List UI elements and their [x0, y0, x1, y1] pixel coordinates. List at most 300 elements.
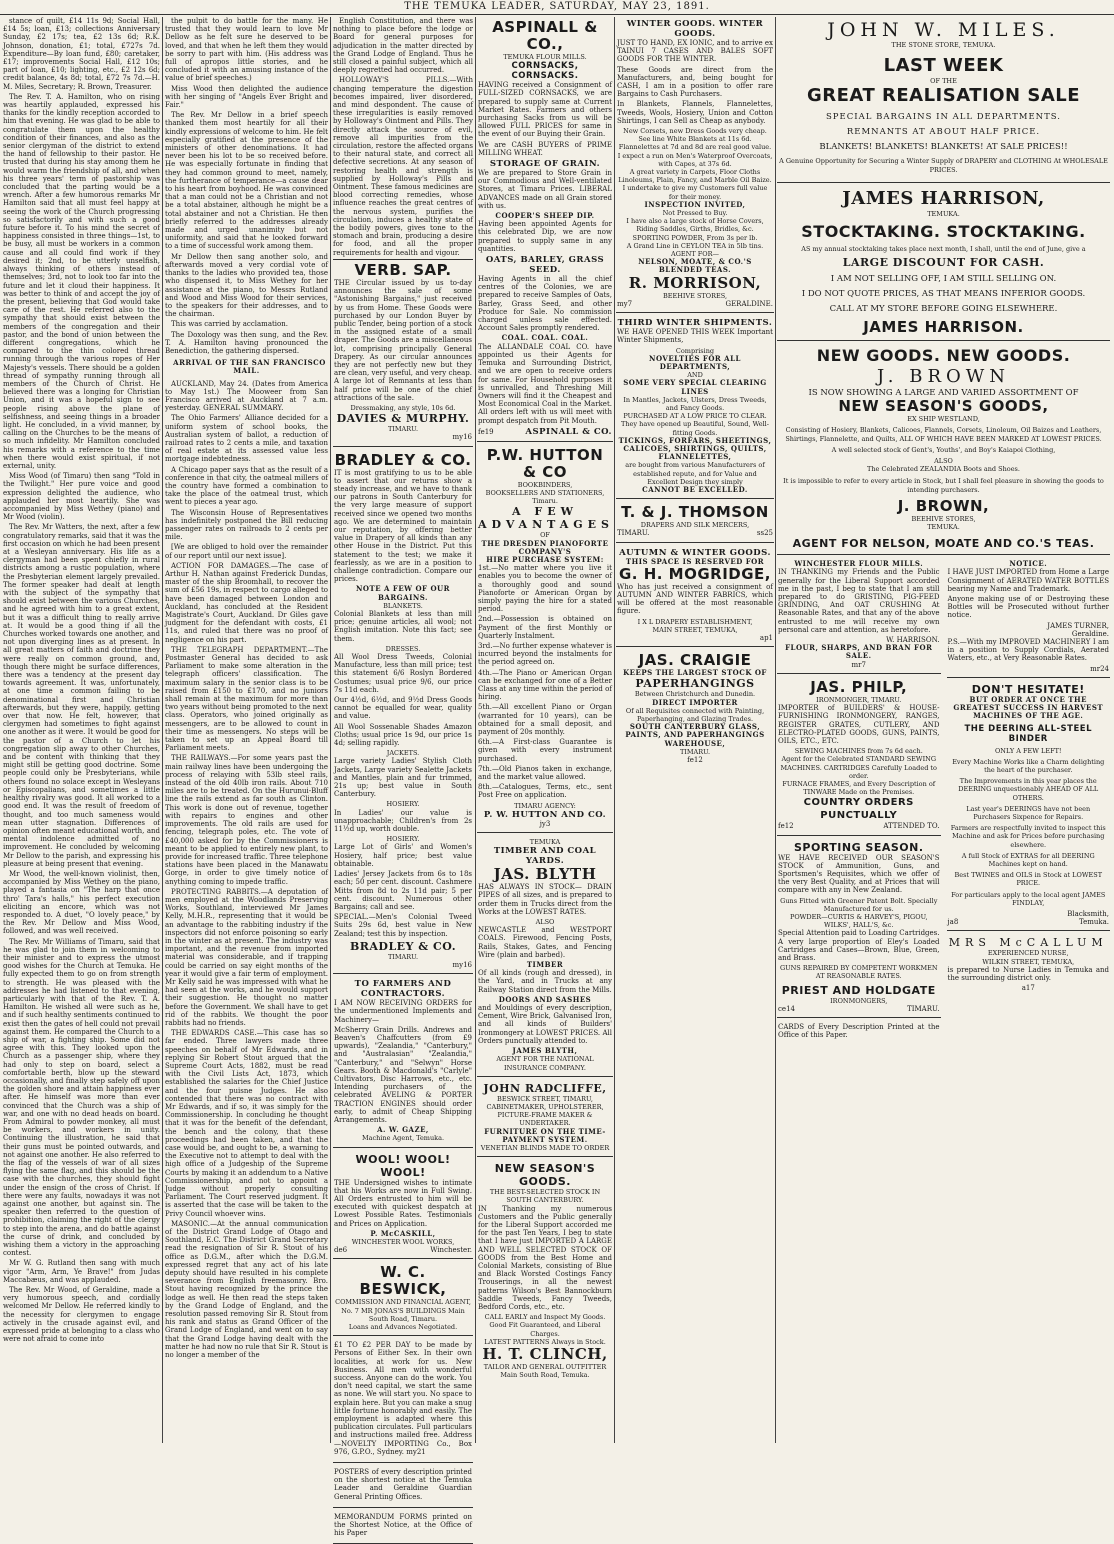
ad-line: Between Christchurch and Dunedin. — [634, 690, 756, 699]
ad-line: Every Machine Works like a Charm delighting the heart of the purchaser. — [952, 757, 1105, 774]
ad-sub: TEMUKA FLOUR MILLS. — [503, 53, 587, 61]
ad-item: 3rd.—No further expense whatever is incurred beyond the instalments for the period agreed on. — [478, 641, 612, 667]
ad-body: THIS SPACE IS RESERVED FOR — [625, 556, 765, 566]
ad-body: HAVING received a Consignment of FULL-SIZED CORNSACKS, we are prepared to supply same at Current Market Rates. Farmers and others purchasing Sacks from us will be allowed FULL PRICES for same in the event of our Buying their Grain. — [478, 81, 612, 139]
ad-title: W. C. BESWICK, — [359, 1263, 447, 1299]
ad-craigie — [616, 650, 774, 768]
article-paragraph: [We are obliged to hold over the remainder of our report until our next issue]. — [165, 543, 328, 560]
ad-place: Winchester. — [430, 1246, 472, 1255]
ad-body: IN Thanking my numerous Customers and the Public generally for the Liberal Support accorded me for the past Ten Years, I beg to state that I have just IMPORTED A LARGE AND WELL SELECTED STOCK OF GOODS from the Best Home and Colonial Markets, consisting of Blue and Black Worsted Costings Fancy Trouserings, in all the newest patterns Wilson's Best Bannockburn Saddle Tweeds, Fancy Tweeds, Bedford Cords, etc., etc. — [478, 1204, 612, 1311]
article-paragraph: Mr Wood, the well-known violinist, then, accompanied by Miss Wethey on the piano, played a fantasia on "The harp that once thro' Tara's halls," his perfect execution eliciting an encore, which was not responded to. A duet, "O lovely peace," by the Rev. Mr Dellow and Miss Wood, followed, and was well received. — [3, 869, 160, 936]
ad-footer — [778, 1005, 940, 1013]
masthead — [0, 0, 1114, 15]
ad-signature: W. HARRISON. — [886, 636, 940, 645]
ad-item: Flannelettes at 7d and 8d are real good value. — [618, 143, 772, 152]
ad-title: THIRD WINTER SHIPMENTS. — [617, 318, 773, 329]
ad-sub: EXPERIENCED NURSE, — [987, 949, 1069, 958]
ad-item: See line White Blankets at 11s 6d. — [638, 135, 752, 144]
ad-footer — [478, 427, 612, 437]
column-rule — [614, 17, 615, 1443]
ad-agent: AGENT FOR NELSON, MOATE AND CO.'S TEAS. — [792, 537, 1095, 551]
ad-third-winter — [616, 316, 774, 499]
ad-sub: IRONMONGER, TIMARU. — [816, 695, 902, 704]
ad-thomson — [616, 502, 774, 542]
ad-item: All Wool Sossenable Shades Amazon Cloths; usual price 1s 9d, our price 1s 4d; selling rapidly. — [334, 722, 472, 748]
ad-heading: DOORS AND SASHES — [498, 994, 592, 1004]
ad-heading-2: ATTENDED TO. — [883, 822, 940, 831]
ad-code: fe12 — [687, 756, 703, 765]
ad-place: TEMUKA. — [927, 523, 960, 532]
ad-heading: LAST WEEK — [883, 55, 1004, 77]
bottom-two-columns — [777, 558, 1110, 1048]
ad-signature: BRADLEY & CO. — [349, 939, 457, 953]
ad-line: CABINETMAKER, UPHOLSTERER, PICTURE-FRAME MAKER & UNDERTAKER. — [486, 1102, 604, 1128]
ad-line: Dressmaking, any style, 10s 6d. — [350, 403, 456, 412]
ad-farmers — [333, 977, 473, 1147]
ad-body: HAS ALWAYS IN STOCK— DRAIN PIPES of all sizes, and is prepared to order them in Trucks direct from the Works at the LOWEST RATES. — [478, 883, 612, 916]
ad-miles — [777, 17, 1110, 183]
ad-signature: J. BROWN, — [897, 496, 990, 515]
ad-footer — [617, 300, 773, 308]
ad-agency: TIMARU AGENCY: — [514, 801, 576, 810]
ad-place: Timaru. — [532, 497, 558, 506]
ad-line: I DO NOT QUOTE PRICES, AS THAT MEANS INFERIOR GOODS. — [801, 289, 1086, 300]
ad-code: fe19 — [478, 427, 494, 436]
ad-line: For particulars apply to the local agent JAMES FINDLAY, — [951, 890, 1106, 907]
article-paragraph: THE RAILWAYS.—For some years past the main railway lines have been undergoing the process of relaying with 53lb steel rails, instead of the old 40lb iron rails. About 710 miles are to be treated. On the Hurunui-Bluff line the rails extend as far south as Clinton. This work is done out of revenue, together with repairs to engines and other improvements. The old rails are used for fencing, telegraph poles, etc. The vote of £40,000 asked for by the Commissioners is meant to be applied to entirely new plant, to provide for increased traffic. Three telephone stations have been placed in the Manawatu Gorge, in order to give timely notice of anything coming to impede traffic. — [165, 754, 328, 886]
ad-heading: COAL. COAL. COAL. — [501, 333, 589, 343]
ad-body: Who has just received a consignment of AUTUMN AND WINTER FABRICS, which will be offered at the most reasonable figure. — [617, 582, 773, 616]
ad-title: VERB. SAP. — [354, 260, 452, 279]
article-paragraph: A Chicago paper says that as the result of a conference in that city, the oatmeal millers of the country have formed a combination to take the place of the oatmeal trust, which went to pieces a year ago. — [165, 465, 328, 507]
ad-heading: TIMBER — [526, 960, 564, 970]
ad-footer — [778, 822, 940, 830]
article-paragraph: The Doxology was then sung, and the Rev. T. A. Hamilton having pronounced the Benediction, the gathering dispersed. — [165, 330, 328, 355]
ad-code: a17 — [1021, 984, 1035, 993]
column-5 — [616, 17, 774, 1443]
ad-signature: P. W. HUTTON AND CO. — [483, 809, 607, 820]
ad-footer — [948, 918, 1110, 926]
ad-title: JOHN W. MILES. — [827, 19, 1060, 41]
ad-item: Colonial Blankets at less than mill price; genuine articles, all wool; not English imitation. Note this fact; see them. — [334, 610, 472, 643]
ad-place: TIMARU. — [387, 952, 419, 961]
ad-body: CARDS of Every Description Printed at the Office of this Paper. — [778, 1022, 940, 1040]
ad-item: JACKETS. — [386, 749, 420, 758]
ad-body: £1 TO £2 PER DAY to be made by Persons of Either Sex. In their own localities, at work for us. New Business. All men with wonderful success. Anyone can do the work. You don't need capital, we start the same as none. We will start you. No space to explain here. But you can make a snug little fortune honorably and easily. The employment is adapted where this publication circulates. Full particulars and instructions mailed free. Address—NOVELTY IMPORTING Co., Box 976, G.P.O., Sydney. my21 — [334, 1341, 472, 1456]
ad-line: No. 7 MR JONAS'S BUILDINGS Main South Road, Timaru. — [341, 1306, 465, 1323]
ad-item: 2nd.—Possession is obtained on Payment of the first Monthly or Quarterly Instalment. — [478, 615, 612, 640]
ad-line: THE BEST-SELECTED STOCK IN SOUTH CANTERBURY. — [489, 1188, 601, 1205]
ad-big: NEW SEASON'S GOODS, — [838, 397, 1049, 416]
ad-code: mr24 — [1090, 664, 1109, 673]
masthead-title: THE TEMUKA LEADER, SATURDAY, MAY 23, 1891. — [404, 1, 710, 12]
ad-line: TICKINGS, FORFARS, SHEETINGS, CALICOES, SHIRTINGS, QUILTS, FLANNELETTES, — [618, 435, 772, 462]
ad-signature: R. MORRISON, — [628, 273, 762, 292]
ad-item: SPECIAL.—Men's Colonial Tweed Suits 29s 6d, best value in New Zealand; test this by inspection. — [334, 913, 472, 938]
ad-line: Last year's DEERINGS have not been Purchasers Sixpence for Repairs. — [966, 804, 1091, 821]
ad-mccallum — [947, 934, 1111, 996]
ad-body: I AM NOW RECEIVING ORDERS for the undermentioned Implements and Machinery— — [334, 999, 472, 1024]
ad-body: WE HAVE OPENED THIS WEEK Important Winter Shipments, — [617, 328, 773, 345]
ad-code: ss25 — [756, 529, 773, 538]
ad-code: jy3 — [539, 819, 551, 828]
ad-line: CANNOT BE EXCELLED. — [642, 484, 748, 494]
ad-line: BOOKSELLERS AND STATIONERS, — [485, 488, 605, 497]
ad-line: ONLY A FEW LEFT! — [994, 746, 1062, 755]
ad-item: 4th.—The Piano or American Organ can be exchanged for one of a Better Class at any time within the period of hiring. — [478, 668, 612, 702]
ad-body: NEWCASTLE and WESTPORT COALS. Firewood, Fencing Posts, Rails, Stakes, Gates, and Fencing Wire (plain and barbed). — [478, 926, 612, 959]
ad-title: JOHN RADCLIFFE, — [483, 1081, 607, 1095]
ad-sub: BEEHIVE STORES, — [662, 291, 728, 300]
article-paragraph: The Rev. Mr Williams of Timaru, said that he was glad to join them in welcoming to their minister and to express the utmost good wishes for the Church at Temuka. He fully expected them to go on from strength to strength. He was pleased with the addresses he had listened to that evening, particularly with that of the Rev. T. A. Hamilton. He wished all were such as he, and if such healthy sentiments continued to exist then the gates of hell could not prevail against them. He compared the Church to a ship of war, a fighting ship. Some did not agree with this. They looked upon the Church as a passenger ship, where they had only to step on board, select a comfortable berth, blow up the steward occasionally, and finally step safely off upon the golden shore and attain happiness ever after. He himself was more than ever convinced that the Church was a ship of war, and one with no dead heads on board. From Admiral to powder monkey, all must be workers, and workers in unity. Continuing the illustration, he said that their guns must be pointed outwards, and not against one another. He also referred to the flag of the vessels of war of all sizes flying the same flag, and this should be the case with the churches, they should fight under the ensign of the cross of Christ. If there were any faults, nowadays it was not against one another, but against sin. The speaker then referred to the question of prohibition, claiming the right of the clergy to step into the arena, and do battle against the curse of drink, and concluded by wishing them a victory in the approaching contest. — [3, 937, 160, 1258]
ad-memo — [333, 1511, 473, 1544]
ad-sub: WINCHESTER WOOL WORKS, — [351, 1238, 455, 1246]
ad-signature: ASPINALL & CO. — [525, 426, 612, 437]
ad-item: BLANKETS. — [383, 601, 423, 610]
column-rule — [330, 17, 331, 1443]
article-paragraph: The Wisconsin House of Representatives has indefinitely postponed the Bill reducing passenger rates on railroads to 2 cents per mile. — [165, 508, 328, 542]
article-paragraph: stance of quilt, £14 11s 9d; Social Hall, £14 5s; loan, £13; collections Anniversary Sunday, £2 17s; tea, £2 13s 6d; R.K. Johnson, donation, £1; total, £727s 7d. Expenditure—By loan fund, £80; caretaker, £17; improvements Social Hall, £12 10s; part of loan, £10; lighting, etc., £2 12s 6d; credit balance, 4s 8d; total, £72 7s 7d.—H. M. Miles, Secretary; R. Brown, Treasurer. — [3, 17, 160, 91]
article-paragraph: The Ohio Farmers' Alliance decided for a uniform system of school books, the Australian system of ballot, a reduction of railroad rates to 2 cents a mile, and taxation of real estate at its assessed value less mortgage indebtedness. — [165, 414, 328, 464]
ad-code: de6 — [334, 1246, 348, 1255]
ad-signature: JAMES BLYTH, — [512, 1046, 578, 1056]
ad-item: New Corsets, new Dress Goods very cheap. — [623, 127, 767, 136]
ad-also: ALSO — [535, 918, 555, 927]
ad-sub: TAILOR AND GENERAL OUTFITTER — [483, 1362, 607, 1371]
ad-line: These Goods are direct from the Manufacturers, and, being bought for CASH, I am in a position to offer rare Bargains to Cash Purchasers. — [617, 65, 773, 99]
ad-line: Guns Fitted with Greener Patent Bolt. Specially Manufactured for us. — [780, 896, 938, 913]
ad-item: Large variety Ladies' Stylish Cloth Jackets, Large variety Sealette Jackets and Mantles, plain and fur trimmed, 21s up; best value in South Canterbury. — [334, 757, 472, 799]
ad-title: WINCHESTER FLOUR MILLS. — [794, 559, 924, 569]
ad-item: A Grand Line in CEYLON TEA in 5lb tins. — [626, 241, 764, 250]
ad-place: Main South Road, Temuka. — [500, 1371, 590, 1380]
ad-company: THE DRESDEN PIANOFORTE COMPANY'S — [481, 538, 609, 556]
ad-posters — [333, 1466, 473, 1508]
ad-title: JAMES HARRISON, — [842, 187, 1045, 209]
ad-of: OF THE — [930, 77, 957, 86]
ad-body: The ALLANDALE COAL CO. have appointed us their Agents for Temuka and Surrounding District, and we are open to receive orders for same. For Household purposes it is unrivalled, and Threshing Mill Owners will find it the Cheapest and Most Economical Coal in the Market. All orders left with us will meet with prompt despatch from Pit Mouth. — [478, 342, 612, 425]
ad-signature: Blacksmith, — [1067, 909, 1109, 918]
ad-title: WINTER GOODS. WINTER GOODS. — [626, 19, 764, 39]
ad-title: ASPINALL & CO., — [492, 18, 598, 53]
ad-body: POSTERS of every description printed on the shortest notice at the Temuka Leader and Geraldine Guardian General Printing Offices. — [334, 1468, 472, 1501]
ad-item: 7th.—Old Pianos taken in exchange, and the market value allowed. — [478, 764, 612, 782]
ad-title: J. BROWN — [876, 366, 1011, 388]
article-paragraph: ACTION FOR DAMAGES.—The case of Arthur H. Nathan against Frederick Dundas, master of the ship Broomhall, to recover the sum of £56 19s, in respect to cargo alleged to have been damaged between London and Auckland, has concluded at the Resident Magistrate's Court, Auckland. Dr Giles gave judgment for the defendant with costs, £1 11s, and ruled that there was no proof of negligence on his part. — [165, 561, 328, 644]
ad-top: TEMUKA — [529, 838, 561, 847]
ad-title: NEW SEASON'S GOODS. — [494, 1162, 596, 1189]
ad-line: In Mantles, Jackets, Ulsters, Dress Tweeds, and Fancy Goods. — [623, 395, 767, 412]
ad-body: WE HAVE RECEIVED OUR SEASON'S STOCK of Ammunition, Guns, and Sportsmen's Requisites, which we offer of the very Best Quality, and at Prices that will compare with any in New Zealand. — [778, 853, 940, 895]
ad-line: SOME VERY SPECIAL CLEARING LINES — [623, 378, 767, 396]
ad-item: 1st.—No matter where you live it enables you to become the owner of a thoroughly good and sound Pianoforte or American Organ by simply paying the hire for a stated period. — [478, 564, 612, 614]
ad-harrison — [777, 186, 1110, 341]
ad-item: I have also a large stock of Horse Covers, Riding Saddles, Girths, Bridles, &c. — [626, 217, 764, 234]
ad-line: SPECIAL BARGAINS IN ALL DEPARTMENTS. — [825, 112, 1061, 123]
ad-line: We are CASH BUYERS of PRIME MILLING WHEAT. — [478, 140, 612, 157]
ad-item: HOSIERY. — [386, 800, 420, 809]
ad-code: my16 — [452, 960, 472, 969]
ad-body: We are prepared to Store Grain in our Commodious and Well-ventilated Stores, at Timaru Prices. LIBERAL ADVANCES made on all Grain stored with us. — [478, 169, 612, 210]
ad-item: In Blankets, Flannels, Flannelettes, Tweeds, Wools, Hosiery, Union and Cotton Shirtings, I can Sell as Cheap as anybody. — [617, 100, 773, 125]
ad-line: GUNS REPAIRED BY COMPETENT WORKMEN AT REASONABLE RATES. — [779, 964, 938, 981]
ad-body: Of all kinds (rough and dressed), in the Yard, and in Trucks at any Railway Station direct from the Mills. — [478, 969, 612, 994]
ad-line: It is impossible to refer to every article in Stock, but I shall feel pleasure in showing the goods to intending purchasers. — [783, 477, 1104, 494]
article-paragraph: The Rev. Mr Dellow in a brief speech thanked them most heartily for all their kindly expressions of welcome to him. He felt especially gratified at the presence of the ministers of other denominations. It had never been his lot to be so received before. He was especially fortunate in finding that they had common ground to meet, namely, the furtherance of temperance—a cause dear to his heart from boyhood. He was convinced that a man could not be a Christian and not be a total abstainer, although he might be a total abstainer and not a Christian. He then briefly referred to the addresses already made and urged unanimity but not uniformity, and said that he looked forward to a time of successful work among them. — [165, 111, 328, 251]
ad-line: BLANKETS! BLANKETS! BLANKETS! AT SALE PRICES!! — [819, 142, 1068, 153]
ad-radcliffe — [477, 1080, 613, 1157]
column-6 — [777, 17, 1110, 1443]
ad-line: I AM NOT SELLING OFF, I AM STILL SELLING ON. — [830, 274, 1057, 285]
ad-signature: DAVIES & MURPHY. — [336, 412, 470, 426]
ad-line: FLOUR, SHARPS, AND BRAN FOR SALE. — [785, 643, 933, 661]
ad-line: REMNANTS AT ABOUT HALF PRICE. — [846, 127, 1041, 138]
ad-code: my16 — [452, 433, 472, 442]
ad-body: MEMORANDUM FORMS printed on the Shortest Notice, at the Office of his Paper — [334, 1512, 472, 1538]
ad-autumn — [616, 546, 774, 648]
ad-code: ap1 — [759, 633, 773, 642]
ad-place: Temuka. — [1078, 918, 1109, 927]
ad-title: TIMBER AND COAL YARDS. — [493, 846, 597, 867]
ad-body: FURNITURE ON THE TIME-PAYMENT SYSTEM. — [484, 1126, 606, 1144]
ad-heading: GREAT REALISATION SALE — [806, 85, 1081, 107]
ad-notice — [947, 558, 1111, 678]
ad-agent: AGENT FOR— — [671, 250, 719, 259]
ad-big: THE DEERING ALL-STEEL BINDER — [964, 723, 1092, 744]
column-rule — [475, 17, 476, 1443]
ad-line: Of all Requisites connected with Painting, Paperhanging, and Glazing Trades. — [625, 706, 765, 723]
article-paragraph: AUCKLAND, May 24. (Dates from America to May 1st.) The Mooweer from San Francisco arrived at Auckland at 7 a.m. yesterday. GENERAL SUMMARY. — [165, 379, 328, 413]
ad-item: HOSIERY. — [386, 835, 420, 844]
ad-sub: DRAPERS AND SILK MERCERS, — [640, 521, 750, 530]
ad-footer — [617, 529, 773, 537]
ad-place: Geraldine. — [1071, 629, 1109, 638]
ad-sub: BEEHIVE STORES, — [911, 514, 976, 523]
column-3 — [333, 17, 473, 1538]
ad-item: SPORTING POWDER, From 3s per lb. — [632, 233, 758, 242]
ad-title: JAS. CRAIGIE — [638, 651, 752, 670]
ad-place: TIMARU. — [387, 425, 419, 434]
ad-ship: EX SHIP WESTLAND, — [907, 415, 980, 424]
ad-heading: STOCKTAKING. STOCKTAKING. — [801, 222, 1086, 242]
ad-winchester — [777, 558, 941, 674]
ad-body: Having been appointed Agents for this celebrated Dip, we are now prepared to supply same in any quantities. — [478, 220, 612, 253]
column-4 — [477, 17, 613, 1443]
ad-line: VENETIAN BLINDS MADE TO ORDER — [480, 1143, 610, 1152]
ad-hutton — [477, 445, 613, 833]
ad-winter-goods — [616, 17, 774, 313]
ad-body: IT is most gratifying to us to be able to assert that our returns show a steady increase, and we have to thank our patrons in South Canterbury for the very large measure of support received since we opened two months ago. We are determined to maintain our reputation, by offering better value in Drapery of all kinds than any other House in the District. Put this statement to the test; we make it fearlessly, as we are in a position to challenge contradiction. Compare our prices. — [334, 468, 472, 584]
ad-body: IN THANKING my Friends and the Public generally for the Liberal Support accorded me in the past, I beg to state that I am still prepared to do GRISTING, PIG-FEED GRINDING, And OAT CRUSHING At Reasonable Rates, and that any of the above entrusted to me will receive my own personal care and attention, as heretofore. — [778, 568, 940, 634]
ad-place: GERALDINE. — [725, 299, 773, 308]
ad-per-day — [333, 1339, 473, 1463]
ad-item: I undertake to give my Customers full value for their money. — [622, 184, 768, 201]
ad-deering — [947, 681, 1111, 931]
ad-line: Comprising — [675, 346, 715, 355]
article-paragraph: Mr W. G. Rutland then sang with much vigor "Arm, Arm, Ye Brave!" from Judas Maccabæus, and was applauded. — [3, 1259, 160, 1284]
ad-place: TIMARU. — [617, 529, 650, 538]
ad-line: PURCHASED AT A LOW PRICE TO CLEAR. — [623, 412, 767, 421]
ad-sub: THE STONE STORE, TEMUKA. — [891, 41, 996, 49]
ad-place: TIMARU. — [679, 747, 711, 756]
ad-line: AND — [687, 371, 703, 380]
ad-line: SEWING MACHINES from 7s 6d each. — [794, 747, 923, 756]
ad-footer — [334, 1246, 472, 1254]
article-paragraph: This was carried by acclamation. — [171, 320, 288, 329]
ad-sub: Machine Agent, Temuka. — [361, 1134, 445, 1143]
ad-body: I HAVE JUST IMPORTED from Home a Large Consignment of AERATED WATER BOTTLES bearing my Name and Trademark. — [947, 568, 1109, 593]
ad-line: BOOKBINDERS, — [517, 480, 573, 489]
ad-title: T. & J. THOMSON — [621, 503, 769, 522]
ad-signature: A. W. GAZE, — [377, 1125, 429, 1135]
ad-wool — [333, 1151, 473, 1260]
ad-agent-line: NELSON, MOATE, & CO.'S BLENDED TEAS. — [638, 257, 752, 275]
ad-body: KEEPS THE LARGEST STOCK OF — [623, 668, 767, 678]
ad-item: 8th.—Catalogues, Terms, etc., sent Post Free on application. — [478, 783, 612, 800]
ad-body: THE Undersigned wishes to intimate that his Works are now in Full Swing. All Orders entrusted to him will be executed with quickest despatch at Lowest Possible Rates. Testimonials and Prices on Application. — [334, 1178, 472, 1228]
ad-heading: STORAGE OF GRAIN. — [489, 159, 601, 170]
ad-bradley — [333, 450, 473, 975]
ad-line: SOUTH CANTERBURY GLASS, PAINTS, AND PAPERHANGINGS WAREHOUSE, — [625, 722, 765, 748]
article-paragraph: HOLLOWAY'S PILLS.—With changing temperature the digestion becomes impaired, liver disordered, and mind despondent. The cause of these irregularities is easily removed by Holloway's Ointment and Pills. They directly attack the source of evil, remove all impurities from the circulation, restore the affected organs to their natural state, and correct all defective secretions. At any season of restoring health and strength is supplied by Holloway's Pills and Ointment. These famous medicines are blood correcting remedies, whose influence reaches the great centres of the nervous system, purifies the circulation, induces a healthy state of the bodily powers, gives tone to the stomach and brain, producing a desire for food, and all the proper requirements for health and vigour. — [333, 76, 473, 257]
column-1-article — [3, 17, 160, 1443]
article-paragraph: The Rev. T. A. Hamilton, who on rising was heartily applauded, expressed his thanks for the kindly reception accorded to him that evening. He was glad to be able to congratulate them upon the healthy condition of their finances, and also as the senior clergyman of the district to extend the hand of fellowship to their pastor. He trusted that during his stay among them he would warm the friendship of all, and when his three years' term of pastorship was concluded that the parting would be a wrench. After a few humorous remarks Mr Hamilton said that all must feel happy at seeing the work of the Church progressing so satisfactorily and with such a good future before it. To his mind the secret of happiness consisted in three things—1st, to be busy, all must be workers in a common cause and all could find work if they desired it; 2nd, to be utterly unselfish, always thinking of others instead of themselves; 3rd, not to look too far into the future and let it cloud their happiness. It was better to think of and accept the joy of the present, believing that God would take care of the rest. He referred also to the sympathy that should exist between the members of the congregation and their pastor, and the bond of union between the different congregations, which he compared to the thin colored thread running through the various ropes of Her Majesty's vessels. There should be a golden thread of sympathy running through all members of the Church of Christ. He believed there was a longing for Christian Union, and it was a hopeful sign to see people rising above the plane of selfishness, and seeing things in a broader light. He concluded, in a vivid manner, by calling on the Churches to be the means of so much infidelity. Mr Hamilton concluded his remarks with a reference to the time when there would exist spiritual, if not external, unity. — [3, 92, 160, 470]
ad-line: are bought from various Manufacturers of established repute, and for Value and Excellent Design they simply — [625, 461, 765, 486]
ad-item: 5th.—All excellent Piano or Organ (warranted for 10 years), can be obtained for a small deposit, and payment of 20s monthly. — [478, 703, 612, 736]
ad-sub: AGENT FOR THE NATIONAL INSURANCE COMPANY. — [496, 1055, 594, 1072]
ad-heading: NOTE A FEW OF OUR BARGAINS. — [356, 584, 450, 602]
ad-beswick — [333, 1262, 473, 1336]
ad-place: MAIN STREET, TEMUKA, — [652, 625, 738, 634]
ad-title: JAS. PHILP, — [810, 677, 908, 696]
ad-items: McSherry Grain Drills. Andrews and Beaven's Chaffcutters (from £9 upwards), "Zealandia," "Canterbury," and "Australasian" "Zealandia," "Canterbury," and "Selwyn" Horse Gears. Booth & Macdonald's "Carlyle" Cultivators, Disc Harrows, etc., etc. Intending purchasers of the celebrated AVELING & PORTER TRACTION ENGINES should order early, to admit of Cheap Shipping Arrangements. — [334, 1025, 472, 1124]
ad-place: TIMARU. — [907, 1004, 940, 1013]
ad-body: IMPORTER of BUILDERS' & HOUSE-FURNISHING IRONMONGERY, RANGES, REGISTER GRATES, CUTLERY, AND ELECTRO-PLATED GOODS, GUNS, PAINTS, OILS, ETC., ETC. — [778, 704, 940, 745]
ad-line: FURNACE FRAMES, and Every Description of TINWARE Made on the Premises. — [782, 779, 936, 797]
article-paragraph: THE EDWARDS CASE.—This case has so far ended. Three lawyers made three speeches on behalf of Mr Edwards, and in replying Sir Robert Stout argued that the Supreme Court Acts, 1882, must be read with the Civil Lists Act, 1873, which established the salaries for the Chief Justice and the four puisne Judges. He also contended that there was no contract with Mr Edwards, and if so, it was simply for the Commissionership. In concluding he thought that it was for the benefit of the defendant, the bench and the colony, that these proceedings had been taken, and that the case would be, and ought to be, a warning to the Executive not to attempt to deal with the high office of a Judgeship of the Supreme Courts by making it an addendum to a Native Commissionership, and not to appoint a Judge without properly consulting Parliament. The Court reserved judgment. It is asserted that the case will be taken to the Privy Council whoever wins. — [165, 1029, 328, 1218]
ad-philp — [777, 677, 941, 836]
ad-item: DRESSES. — [385, 644, 421, 653]
ad-body: BUT ORDER AT ONCE THE GREATEST SUCCESS IN HARVEST MACHINES OF THE AGE. — [953, 694, 1104, 721]
article-paragraph: The Rev. Mr Watters, the next, after a few congratulatory remarks, said that it was the first occasion on which he had been present at a Wesleyan anniversary. His life as a clergyman had been spent chiefly in rural districts among a rustic population, where the Presbyterian element largely prevailed. The former speaker had dealt at length with the subject of the sympathy that should exist between the various Churches, and he agreed with him to a great extent, but it was a difficult thing to really arrive at. It would be a good thing if all the Churches worked towards one another, and not upon diverging lines as at present. In all great matters of faith and doctrine they were really on common ground, and, though there might be surface differences, there was a tendency at the present day towards agreement. It was, unfortunately, at one time a common failing to be denominational first and Christian afterwards, but they were, happily, getting over that now. He felt, however, that clergymen had sometimes to fight against one another as it were. It would be good for the pastor of a Church to let his congregation slip away to other Churches, and be content with thinking that they might still be getting good doctrine. Some people could only be Presbyterians, while others found no solace except in Wesleyans or Episcopalians, and sometimes a little healthy rivalry was good. It all worked to a good end. It was the result of freedom of thought, and too much sameness would mean utter stagnation. Differences of opinion often meant educational worth, and mental indolence admitted of no improvement. He concluded by welcoming Mr Dellow to the parish, and expressing his pleasure at being present that evening. — [3, 523, 160, 868]
article-paragraph: Miss Wood (of Timaru) then sang "Told in the Twilight." Her pure voice and good expression delighted the audience, who applauded her most heartily. She was accompanied by Miss Wethey (piano) and Mr Wood (violin). — [3, 472, 160, 522]
ad-aspinall — [477, 17, 613, 442]
ad-line: Anyone making use of or Destroying these Bottles will be Prosecuted without further notice. — [947, 595, 1109, 620]
ad-line: The Improvements in this year places the DEERING unquestionably AHEAD OF ALL OTHERS. — [958, 777, 1099, 802]
ad-line: Consisting of Hosiery, Blankets, Calicoes, Flannels, Corsets, Linoleum, Oil Baizes and Leathers, Shirtings, Flannelette, and Quilts, ALL OF WHICH HAVE BEEN MARKED AT LOWEST PRICES. — [785, 426, 1102, 443]
ad-line: LATEST PATTERNS Always in Stock. — [484, 1337, 606, 1346]
ad-line: They have opened up Beautiful, Sound, Well-fitting Goods. — [621, 420, 769, 437]
ad-signature: JAMES HARRISON. — [863, 318, 1024, 337]
ad-item: 6th.—A First-class Guarantee is given with every instrument purchased. — [478, 738, 612, 763]
ad-signature: H. T. CLINCH, — [482, 1344, 608, 1363]
column-2-article — [165, 17, 328, 1443]
ad-sub: IRONMONGERS, — [830, 996, 888, 1005]
ad-body: THE Circular issued by us to-day announces the sale of some "Astonishing Bargains," just received by us from Home. These Goods were purchased by our London Buyer by public Tender, being portion of a stock in the assigned estate of a small draper. The Goods are a miscellaneous lot, comprising principally General Drapery. As our circular announces they are not perfectly new but they are clean, very useful, and very cheap. A large lot of Remnants at less than half price will be one of the chief attractions of the sale. — [334, 278, 472, 402]
ad-verb-sap — [333, 259, 473, 447]
ad-item: In Ladies' our value is unapproachable; Children's from 2s 11½d up, worth double. — [334, 808, 472, 834]
ad-line: A well selected stock of Gent's, Youths', and Boy's Kaiapoi Clothing, — [831, 445, 1056, 454]
article-paragraph: The Rev. Mr Wood, of Geraldine, made a very humorous speech, and cordially welcomed Mr Dellow. He referred kindly to the necessity for clergymen to engage actively in the crusade against evil, and expressed pride at belonging to a class who were not afraid to come into — [3, 1286, 160, 1344]
ad-title: P.W. HUTTON & CO — [486, 445, 604, 481]
ad-body: is prepared to Nurse Ladies in Temuka and the surrounding district only. — [947, 965, 1109, 982]
ad-line: CALL EARLY and Inspect My Goods. — [484, 1313, 606, 1322]
ad-heading: COOPER'S SHEEP DIP. — [495, 211, 595, 221]
article-paragraph: THE TELEGRAPH DEPARTMENT.—The Postmaster General has decided to ask Parliament to make some alteration in the telegraph officers' classification. The maximum salary in the senior class is to be raised from £150 to £170, and no juniors shall remain at the maximum for more than two years without being promoted to the next class. Operators, who joined originally as messengers, are to be allowed to count in their time as messengers. No steps will be taken to set up an Appeal Board till Parliament meets. — [165, 645, 328, 753]
ad-line: A Genuine Opportunity for Securing a Winter Supply of DRAPERY and CLOTHING At WHOLESALE PRICES. — [779, 157, 1108, 174]
ad-invite-sub: Not Pressed to Buy. — [662, 209, 728, 218]
bottom-right-column — [947, 558, 1111, 1048]
ad-heading: CORNSACKS, CORNSACKS. — [511, 61, 579, 82]
ad-body: Having Agents in all the chief centres of the Colonies, we are prepared to receive Samples of Oats, Barley, Grass Seed, and other Produce for Sale. No commission charged unless sale effected. Account Sales promptly rendered. — [478, 275, 612, 333]
ad-code: my7 — [617, 299, 633, 308]
ad-title: MRS McCALLUM — [948, 936, 1108, 950]
ad-new-season — [477, 1160, 613, 1383]
column-rule — [775, 17, 776, 1443]
ad-line: I X L DRAPERY ESTABLISHMENT, — [637, 617, 753, 626]
column-rule — [162, 17, 163, 1443]
ad-signature: P. McCASKILL, — [370, 1228, 436, 1238]
ad-code: ja8 — [947, 918, 959, 927]
ad-title: TO FARMERS AND CONTRACTORS. — [354, 979, 452, 1000]
ad-body: JUST TO HAND, EX IONIC, and to arrive ex TAINUI 7 CASES AND BALES SOFT GOODS FOR THE WINTER. — [617, 39, 773, 64]
ad-ps: P.S.—With my IMPROVED MACHINERY I am in a position to Supply Cordials, Aerated Waters, etc., at Very Reasonable Rates. — [947, 638, 1109, 663]
ad-cards — [777, 1021, 941, 1045]
ad-line: Best TWINES and OILS in Stock at LOWEST PRICE. — [954, 871, 1103, 888]
ad-sub: TEMUKA. — [927, 209, 960, 218]
ad-title: WOOL! WOOL! WOOL! — [355, 1152, 451, 1179]
ad-signature: JAMES TURNER, — [1047, 621, 1109, 630]
ad-line: Special Attention paid to Loading Cartridges. A very large proportion of Eley's Loaded Cartridges and Cases—Brown, Blue, Green, and Brass. — [778, 929, 940, 962]
article-paragraph: English Constitution, and there was nothing to place before the lodge or Board for general purposes for adjudication in the matter directed by the Grand Lodge of England. Thus he still closed a painful subject, which all deeply regretted had occurred. — [333, 17, 473, 75]
ad-item: Ladies' Jersey Jackets from 6s to 18s each; 50 per cent. discount. Cashmere Mitts from 8d to 2s 11d pair; 5 per cent. discount. Numerous other Bargains; call and see. — [334, 870, 472, 911]
ad-of: OF — [540, 531, 550, 540]
ad-line: Agent for the Celebrated STANDARD SEWING MACHINES. CARTRIDGES Carefully Loaded to order. — [780, 755, 937, 780]
ad-heading: COUNTRY ORDERS PUNCTUALLY — [803, 797, 914, 822]
ad-line: NOVELTIES FOR ALL DEPARTMENTS, — [649, 353, 741, 371]
ad-item: Large Lot of Girls' and Women's Hosiery, half price; best value obtainable. — [334, 843, 472, 868]
ad-line: Loans and Advances Negotiated. — [348, 1323, 458, 1332]
ad-title: NOTICE. — [1009, 559, 1048, 569]
ad-line: WILKIN STREET, TEMUKA, — [982, 957, 1075, 966]
ad-line: POWDER—CURTIS & HARVEY'S, PIGOU, WILKS', HALL'S, &c. — [789, 912, 928, 930]
article-paragraph: the pulpit to do battle for the many. He trusted that they would learn to love Mr Dellow as he felt sure he deserved to be loved, and that when he left them they would be sorry to part with him. (His address was full of apropos little stories, and he concluded it with an amusing instance of the value of brief speeches.) — [165, 17, 328, 83]
ad-big: LARGE DISCOUNT FOR CASH. — [842, 256, 1045, 270]
bottom-left-column — [777, 558, 941, 1048]
section-heading: ARRIVAL OF THE SAN FRANCISCO MAIL. — [173, 358, 326, 376]
ad-system: HIRE PURCHASE SYSTEM: — [486, 554, 604, 564]
ad-also: ALSO — [934, 457, 953, 466]
ad-line: Farmers are respectfully invited to inspect this Machine and ask for Prices before purchasing elsewhere. — [950, 824, 1106, 849]
ad-invite: INSPECTION INVITED, — [644, 199, 746, 209]
ad-item: All Wool Dress Tweeds, Colonial Manufacture, less than mill price; test this statement 6/6 Roslyn Bordered Costumes; usual price 9/6, our price 7s 11d each. — [334, 653, 472, 694]
ad-item: I expect a run on Men's Waterproof Overcoats, with Capes, at 37s 6d. — [617, 151, 773, 168]
ad-body: AS my annual stocktaking takes place next month, I shall, until the end of June, give a — [801, 245, 1086, 254]
ad-line: CALL AT MY STORE BEFORE GOING ELSEWHERE. — [829, 304, 1058, 315]
article-paragraph: MASONIC.—At the annual communication of the District Grand Lodge of Otago and Southland, E.C. The District Grand Secretary read the resignation of Sir R. Stout of his office as D.G.M., after which the D.G.M. expressed regret that any act of his late deputy should have resulted in his complete severance from English freemasonry. Bro. Stout having recognized by the prince the lodge as well. He then read the steps taken by the Grand Lodge of England, and the resolution passed removing Sir R. Stout from his rank and status as Grand Officer of the Grand Lodge of England, and went on to say that the Grand Lodge having dealt with the matter he had now no rule that Sir R. Stout is no longer a member of the — [165, 1219, 328, 1360]
ad-name: JAS. BLYTH — [493, 865, 597, 884]
ad-line: A full Stock of EXTRAS for all DEERING Machines kept on hand. — [961, 851, 1095, 868]
ad-code: fe12 — [778, 822, 794, 831]
ad-big: PAPERHANGINGS — [635, 677, 755, 691]
ad-line: COMMISSION AND FINANCIAL AGENT, — [335, 1298, 471, 1307]
ad-title: BRADLEY & CO. — [334, 450, 472, 469]
article-paragraph: Miss Wood then delighted the audience with her singing of "Angels Ever Bright and Fair." — [165, 84, 328, 110]
ad-code: ce14 — [778, 1004, 795, 1013]
ad-body: IS NOW SHOWING A LARGE AND VARIED ASSORTMENT OF — [808, 388, 1079, 399]
ad-brown — [777, 344, 1110, 555]
ad-name: G. H. MOGRIDGE, — [618, 564, 772, 583]
